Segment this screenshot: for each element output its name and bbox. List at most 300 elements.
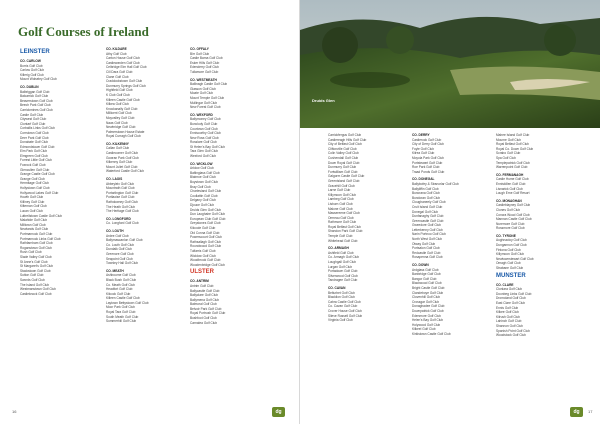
club-name: Greenore Golf Club <box>106 251 134 256</box>
club-name: Ormeau Golf Club <box>328 215 354 220</box>
club-name: Lurgan Golf Club <box>328 264 353 269</box>
club-name: Athy Golf Club <box>106 51 127 56</box>
club-name: Lough Erne Golf Resort <box>496 191 530 196</box>
club-name: Dunmurry Golf Club <box>328 165 357 170</box>
club-name: Tandragee Golf Club <box>328 278 358 283</box>
club-name: Summerhill Golf Club <box>106 319 137 324</box>
club-name: Dunfanaghy Golf Club <box>412 214 444 219</box>
club-name: Ballybofey & Stranorlar Golf Club <box>412 181 459 186</box>
club-name: Knockanally Golf Club <box>106 106 138 111</box>
club-name: Mount Juliet Golf Club <box>106 164 138 169</box>
club-name: Donabate Golf Club <box>20 140 48 145</box>
club-name: The Heritage Golf Club <box>106 209 139 214</box>
club-name: Rathfarnham Golf Club <box>20 241 53 246</box>
club-name: Malone Golf Club <box>328 206 353 211</box>
club-name: Lisnarick Golf Club <box>496 186 523 191</box>
club-name: Portstewart Golf Club <box>412 160 443 165</box>
club-name: Boystown Golf Club <box>190 180 218 185</box>
club-name: Woodstock Golf Club <box>496 333 526 338</box>
county-heading: CO. ARMAGH <box>328 246 349 251</box>
column-5 <box>412 133 478 398</box>
club-name: Abbeyleix Golf Club <box>106 181 134 186</box>
club-name: Elmgreen Golf Club <box>20 153 48 158</box>
club-name: Loughgall Golf Club <box>328 260 356 265</box>
club-name: New Forest Golf Club <box>190 105 221 110</box>
club-name: Virginia Golf Club <box>328 318 353 323</box>
club-name: Mullingar Golf Club <box>190 100 218 105</box>
club-name: Luttrellstown Castle Golf Club <box>20 213 62 218</box>
club-name: Charlesland Golf Club <box>190 189 222 194</box>
club-name: Rathmore Golf Club <box>328 220 357 225</box>
club-name: Killerig Golf Club <box>20 72 44 77</box>
province-heading: ULSTER <box>190 269 214 276</box>
club-name: Rosslare Golf Club <box>190 140 217 145</box>
club-name: Holywood Golf Club <box>412 322 441 327</box>
county-heading: CO. TYRONE <box>496 233 516 238</box>
club-name: Glasson Golf Club <box>190 86 216 91</box>
club-name: Mountrath Golf Club <box>106 186 135 191</box>
county-heading: CO. DUBLIN <box>20 84 39 89</box>
club-name: Ballyclare Golf Club <box>190 293 218 298</box>
club-name: Gweedore Golf Club <box>412 223 441 228</box>
county-heading: CO. OFFALY <box>190 47 209 51</box>
county-heading: CO. FERMANAGH <box>496 172 524 177</box>
club-name: Millicent Golf Club <box>106 111 132 116</box>
club-name: Mahee Island Golf Club <box>496 133 530 137</box>
club-name: Townley Hall Golf Club <box>106 261 139 266</box>
club-name: Beech Park Golf Club <box>20 103 51 108</box>
club-name: Bray Golf Club <box>190 184 211 189</box>
club-name: Killeen Castle Golf Club <box>106 296 140 301</box>
club-name: Seapoint Golf Club <box>106 256 133 261</box>
club-name: Narin Portnoo Golf Club <box>412 232 446 237</box>
club-name: Dun Laoghaire Golf Club <box>190 212 226 217</box>
club-name: Mount Temple Golf Club <box>190 95 225 100</box>
club-name: Hollystown Golf Club <box>20 186 50 191</box>
club-name: Ardglass Golf Club <box>412 267 439 272</box>
page-number-right: 17 <box>588 409 593 414</box>
club-name: Coollattin Golf Club <box>190 193 218 198</box>
club-name: Greencastle Golf Club <box>412 218 444 223</box>
club-name: Ballinagh Castle Golf Club <box>190 82 228 87</box>
county-heading: CO. KILDARE <box>106 47 127 51</box>
club-name: Downpatrick Golf Club <box>412 308 444 313</box>
club-name: Lisburn Golf Club <box>328 201 353 206</box>
club-name: European Club Golf Club <box>190 216 226 221</box>
county-heading: CO. DERRY <box>412 133 430 137</box>
club-name: Castleknock Golf Club <box>20 291 52 296</box>
club-name: Gowran Park Golf Club <box>106 155 139 160</box>
club-name: Banbridge Golf Club <box>412 272 441 277</box>
club-name: Portadown Golf Club <box>328 269 358 274</box>
club-name: Laytown Bettystown Golf Club <box>106 300 149 305</box>
club-name: Castlewarden Golf Club <box>106 60 140 65</box>
club-name: Cruit Island Golf Club <box>412 204 443 209</box>
county-heading: CO. WESTMEATH <box>190 77 217 82</box>
club-name: Craddockstown Golf Club <box>106 79 143 84</box>
club-name: Carrickfergus Golf Club <box>328 133 362 137</box>
club-name: Delgany Golf Club <box>190 198 216 203</box>
club-name: Castlereagh Hills Golf Club <box>328 137 367 142</box>
club-name: Djouce Golf Club <box>190 203 215 207</box>
club-name: Mourne Golf Club <box>496 137 521 142</box>
page-title: Golf Courses of Ireland <box>18 24 149 39</box>
county-heading: CO. ANTRIM <box>190 279 209 284</box>
club-name: Down Royal Golf Club <box>328 160 360 165</box>
club-name: Westmanstown Golf Club <box>20 287 56 292</box>
club-name: Ashfield Golf Club <box>328 250 354 255</box>
club-name: Dungannon Golf Club <box>496 243 527 248</box>
club-name: The Heath Golf Club <box>106 204 136 209</box>
column-3 <box>190 47 258 397</box>
club-name: New Ross Golf Club <box>190 135 219 140</box>
club-name: Elm Park Golf Club <box>20 149 48 154</box>
club-name: Royal Co. Down Golf Club <box>496 146 534 151</box>
club-name: Waterford Castle Golf Club <box>106 169 144 174</box>
club-name: Portsalon Golf Club <box>412 246 440 251</box>
club-name: Dromoland Golf Club <box>496 296 526 301</box>
club-name: Kilkea Golf Club <box>106 102 129 107</box>
club-name: Belturbet Golf Club <box>328 290 355 295</box>
club-name: Newlands Golf Club <box>20 227 49 232</box>
club-name: Palmerstown House Estate <box>106 129 145 134</box>
club-name: St Margaret's Golf Club <box>20 264 54 269</box>
column-4 <box>328 133 394 398</box>
club-name: Shannon Golf Club <box>496 323 523 328</box>
county-heading: CO. LAOIS <box>106 177 123 182</box>
club-name: Kilternan Golf Club <box>20 204 47 209</box>
province-heading: LEINSTER <box>20 49 50 55</box>
club-name: Kirkistown Castle Golf Club <box>412 331 451 336</box>
club-name: East Clare Golf Club <box>496 301 526 305</box>
club-name: Portmarnock Links Golf Club <box>20 236 61 241</box>
club-name: Bunclody Golf Club <box>190 121 218 126</box>
club-name: Moate Golf Club <box>190 91 214 96</box>
club-name: Temple Golf Club <box>328 234 353 239</box>
club-name: City of Derry Golf Club <box>412 142 444 147</box>
club-name: The Island Golf Club <box>20 282 50 287</box>
club-name: Roganstown Golf Club <box>20 245 52 250</box>
club-name: Black Bush Golf Club <box>106 277 137 282</box>
club-name: Highfield Golf Club <box>106 88 133 93</box>
club-name: Enniskillen Golf Club <box>496 181 526 186</box>
club-name: Ardee Golf Club <box>106 233 129 238</box>
club-name: Aughnacloy Golf Club <box>496 238 527 243</box>
club-name: Carrickmines Golf Club <box>20 107 53 112</box>
county-heading: CO. MONAGHAN <box>496 198 522 203</box>
club-name: Roundwood Golf Club <box>190 244 222 249</box>
club-name: Mount Wolseley Golf Club <box>20 77 57 82</box>
club-name: Hollywood Lakes Golf Club <box>20 190 59 195</box>
club-name: Rosapenna Golf Club <box>412 255 443 260</box>
club-name: Moor Park Golf Club <box>106 305 135 310</box>
club-name: Slade Valley Golf Club <box>20 254 52 259</box>
county-heading: CO. LOUTH <box>106 228 124 233</box>
club-name: Crover House Golf Club <box>328 308 362 313</box>
club-name: Royal Curragh Golf Club <box>106 134 141 139</box>
club-name: Mannan Castle Golf Club <box>496 217 532 222</box>
club-name: Naas Golf Club <box>106 120 128 125</box>
photo-caption: Druids Glen <box>312 98 335 103</box>
club-name: Corballis Links Golf Club <box>20 126 55 131</box>
club-name: Massereene Golf Club <box>328 211 360 216</box>
club-name: St Helen's Bay Golf Club <box>190 144 225 149</box>
club-name: Balcarrick Golf Club <box>20 94 49 99</box>
club-name: Deer Park Golf Club <box>20 135 49 140</box>
club-name: Fintona Golf Club <box>496 247 521 252</box>
club-name: Nuremore Golf Club <box>496 221 525 226</box>
course-photo <box>300 0 600 128</box>
club-name: Dundalk Golf Club <box>106 247 132 252</box>
club-name: Druids Glen Golf Club <box>190 207 222 212</box>
club-name: Balmoral Golf Club <box>190 302 217 307</box>
club-name: Concra Wood Golf Club <box>496 212 530 217</box>
club-name: Colin Valley Golf Club <box>328 151 359 156</box>
club-name: Moyvalley Golf Club <box>106 115 135 120</box>
club-name: Carlow Golf Club <box>20 68 45 73</box>
club-name: Foyle Golf Club <box>412 146 434 151</box>
club-name: Ballyliffin Golf Club <box>412 186 439 191</box>
province-heading: MUNSTER <box>496 272 526 279</box>
club-name: Callan Golf Club <box>106 146 130 151</box>
club-name: Kilcock Golf Club <box>106 291 131 296</box>
club-name: Clonlara Golf Club <box>496 287 523 292</box>
club-name: Citywest Golf Club <box>20 117 47 122</box>
club-name: Powerscourt Golf Club <box>190 235 222 240</box>
page-number-left: 16 <box>12 409 17 414</box>
club-name: Castlerock Golf Club <box>412 137 442 142</box>
column-6 <box>496 133 570 398</box>
club-name: Foxrock Golf Club <box>20 163 46 168</box>
club-name: Corrstown Golf Club <box>20 130 49 135</box>
club-name: Donaghadee Golf Club <box>412 304 445 309</box>
club-name: Killymoon Golf Club <box>496 252 524 257</box>
club-name: Shandon Park Golf Club <box>328 229 363 234</box>
club-name: Redcastle Golf Club <box>412 250 441 255</box>
club-name: Tara Glen Golf Club <box>190 149 218 154</box>
club-name: Scrabo Golf Club <box>496 151 521 156</box>
club-name: North West Golf Club <box>412 237 443 242</box>
club-name: Royal Portrush Golf Club <box>190 311 226 316</box>
club-name: Blacklion Golf Club <box>328 295 355 300</box>
club-name: Clane Golf Club <box>106 74 129 79</box>
club-name: Balbriggan Golf Club <box>20 89 50 94</box>
county-heading: CO. DOWN <box>412 263 429 268</box>
club-name: Tulfarris Golf Club <box>190 248 216 253</box>
club-name: Wexford Golf Club <box>190 154 216 159</box>
club-name: City of Belfast Golf Club <box>328 142 362 147</box>
club-name: Birr Golf Club <box>190 51 210 56</box>
club-name: Rush Golf Club <box>20 250 42 255</box>
club-name: Royal Belfast Golf Club <box>496 142 529 147</box>
club-name: Fortwilliam Golf Club <box>328 169 358 174</box>
club-name: Castle Barna Golf Club <box>190 56 223 61</box>
club-name: Killiney Golf Club <box>20 199 45 204</box>
club-name: Milltown Golf Club <box>20 222 46 227</box>
club-name: Woodenbridge Golf Club <box>190 262 225 267</box>
club-name: Moyola Park Golf Club <box>412 155 444 160</box>
club-name: Castle Golf Club <box>20 112 44 117</box>
club-name: Letterkenny Golf Club <box>412 227 443 232</box>
club-name: Ennis Golf Club <box>496 305 519 310</box>
club-name: Ballymena Golf Club <box>190 297 220 302</box>
club-name: Templepatrick Golf Club <box>496 160 530 165</box>
club-name: Kilrush Golf Club <box>496 314 520 319</box>
club-name: Stackstown Golf Club <box>20 268 51 273</box>
club-name: Forrest Little Golf Club <box>20 158 52 163</box>
club-name: Arklow Golf Club <box>190 166 214 171</box>
club-name: Blainroe Golf Club <box>190 175 216 180</box>
club-name: Kilkeel Golf Club <box>412 327 436 332</box>
club-name: Portlaoise Golf Club <box>106 195 135 200</box>
column-1 <box>20 47 82 397</box>
club-name: Carton House Golf Club <box>106 56 140 61</box>
club-name: Sutton Golf Club <box>20 273 44 278</box>
club-name: Castlecomer Golf Club <box>106 151 139 156</box>
county-heading: CO. LONGFORD <box>106 216 131 221</box>
club-name: Grange Castle Golf Club <box>20 172 55 177</box>
county-heading: CO. CLARE <box>496 282 514 287</box>
club-name: Crossgar Golf Club <box>412 299 440 304</box>
club-name: Tullamore Golf Club <box>190 69 219 74</box>
club-name: Borris Golf Club <box>20 63 43 68</box>
club-name: Doonbeg Links Golf Club <box>496 291 532 296</box>
club-name: Clovenhill Golf Club <box>412 295 440 300</box>
logo: dg <box>272 407 285 417</box>
club-name: Lambeg Golf Club <box>328 197 354 202</box>
club-name: Co. Armagh Golf Club <box>328 255 360 260</box>
club-name: Otway Golf Club <box>412 241 436 246</box>
club-name: Kilcoole Golf Club <box>190 225 216 230</box>
club-name: Wicklow Golf Club <box>190 253 216 258</box>
club-name: Ashbourne Golf Club <box>106 273 136 278</box>
club-name: Buncrana Golf Club <box>412 191 440 196</box>
county-heading: CO. WEXFORD <box>190 112 213 117</box>
club-name: Warrenpoint Golf Club <box>496 165 528 170</box>
club-name: Cushendall Golf Club <box>328 155 359 160</box>
club-name: Cloughaneely Golf Club <box>412 200 446 205</box>
club-name: Swords Golf Club <box>20 277 45 282</box>
club-name: Royal Tara Golf Club <box>106 310 136 315</box>
club-name: Courtown Golf Club <box>190 126 218 131</box>
club-name: Dunmurry Springs Golf Club <box>106 83 146 88</box>
county-heading: CO. WICKLOW <box>190 161 213 166</box>
club-name: Strabane Golf Club <box>496 266 524 271</box>
club-name: Co. Louth Golf Club <box>106 242 134 247</box>
club-name: Rathsallagh Golf Club <box>190 239 222 244</box>
club-name: Spa Golf Club <box>496 155 516 160</box>
club-name: Beaverstown Golf Club <box>20 98 53 103</box>
club-name: Omagh Golf Club <box>496 261 521 266</box>
club-name: Antrim Golf Club <box>190 283 214 288</box>
club-name: Helen's Bay Golf Club <box>412 318 444 323</box>
club-name: Donegal Golf Club <box>412 209 439 214</box>
club-name: Newtownstewart Golf Club <box>496 256 534 261</box>
club-name: Edmondstown Golf Club <box>20 144 55 149</box>
club-name: Ballymoney Golf Club <box>190 117 221 122</box>
club-name: Headfort Golf Club <box>106 287 133 292</box>
county-heading: CO. DONEGAL <box>412 177 435 182</box>
club-name: Kilkee Golf Club <box>496 310 519 315</box>
club-name: Bangor Golf Club <box>412 276 437 281</box>
club-name: Clones Golf Club <box>496 207 521 212</box>
club-name: Larne Golf Club <box>328 188 351 193</box>
club-name: Blackwood Golf Club <box>412 281 442 286</box>
club-name: Belvoir Park Golf Club <box>190 306 222 311</box>
club-name: Edenderry Golf Club <box>190 65 219 70</box>
club-name: Glencullen Golf Club <box>20 167 50 172</box>
club-name: Whitehead Golf Club <box>328 238 358 243</box>
club-name: Ballymascanlon Golf Club <box>106 238 143 243</box>
club-name: Bright Castle Golf Club <box>412 286 445 290</box>
club-name: Portarlington Golf Club <box>106 190 139 195</box>
county-heading: CO. CAVAN <box>328 286 346 290</box>
club-name: Woodbrook Golf Club <box>190 258 221 263</box>
club-name: Lucan Golf Club <box>20 209 43 213</box>
club-name: Kilrea Golf Club <box>412 151 435 156</box>
club-name: Killymoon Golf Club <box>328 192 356 197</box>
club-name: Old Conna Golf Club <box>190 230 220 235</box>
club-name: Grange Golf Club <box>20 176 45 181</box>
club-name: Esker Hills Golf Club <box>190 60 220 65</box>
club-name: Rathdowney Golf Club <box>106 200 138 204</box>
county-heading: CO. MEATH <box>106 268 124 273</box>
logo-right: dg <box>570 407 583 417</box>
club-name: Malahide Golf Club <box>20 218 48 223</box>
club-name: Enniscorthy Golf Club <box>190 131 221 136</box>
club-name: Killeen Castle Golf Club <box>106 97 140 102</box>
club-name: Co. Cavan Golf Club <box>328 304 358 309</box>
club-name: Lahinch Golf Club <box>496 319 522 324</box>
club-name: Gracehill Golf Club <box>328 183 355 188</box>
right-page <box>300 0 600 424</box>
club-name: South Meath Golf Club <box>106 314 139 319</box>
club-name: Rossmore Golf Club <box>496 226 525 231</box>
club-name: K Club Golf Club <box>106 92 130 97</box>
club-name: Silverwood Golf Club <box>328 273 358 278</box>
club-name: Cill Dara Golf Club <box>106 69 133 74</box>
club-name: Bundoran Golf Club <box>412 195 440 200</box>
club-name: Roe Park Golf Club <box>412 165 440 170</box>
club-name: Spanish Point Golf Club <box>496 328 530 333</box>
club-name: Portmarnock Golf Club <box>20 231 53 236</box>
club-name: Traad Ponds Golf Club <box>412 169 445 174</box>
club-name: Edenmore Golf Club <box>412 313 441 318</box>
county-heading: CO. KILKENNY <box>106 141 129 146</box>
club-name: Greystones Golf Club <box>190 221 221 226</box>
club-name: Carnalea Golf Club <box>190 320 218 325</box>
club-name: Howth Golf Club <box>20 195 44 200</box>
club-name: Castle Hume Golf Club <box>496 177 529 182</box>
club-name: Castleblayney Golf Club <box>496 203 531 208</box>
club-name: St Anne's Golf Club <box>20 259 48 264</box>
club-name: Baltinglass Golf Club <box>190 170 220 175</box>
club-name: Kilkenny Golf Club <box>106 160 133 165</box>
club-name: Cabra Castle Golf Club <box>328 299 361 304</box>
club-name: Co. Meath Golf Club <box>106 282 135 287</box>
club-name: Cliftonville Golf Club <box>328 146 357 151</box>
club-name: Clontarf Golf Club <box>20 121 46 126</box>
county-heading: CO. CARLOW <box>20 59 41 63</box>
club-name: Ballycastle Golf Club <box>190 288 220 293</box>
club-name: Slieve Russell Golf Club <box>328 313 363 318</box>
club-name: Co. Longford Golf Club <box>106 221 139 226</box>
club-name: Hermitage Golf Club <box>20 181 49 186</box>
club-name: Royal Belfast Golf Club <box>328 224 361 229</box>
club-name: Greenisland Golf Club <box>328 178 360 183</box>
club-name: Celbridge Elm Hall Golf Club <box>106 65 147 70</box>
club-name: Newbridge Golf Club <box>106 125 136 130</box>
